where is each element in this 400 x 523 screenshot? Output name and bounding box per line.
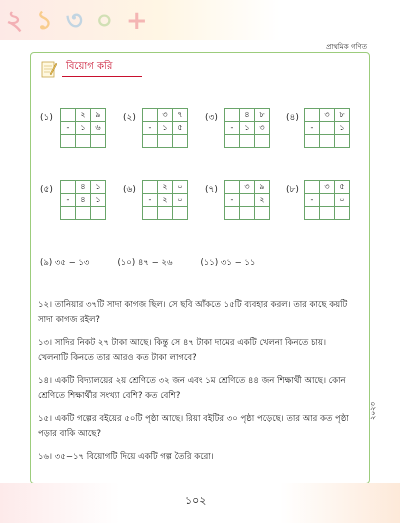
deco-digit: ২: [6, 6, 25, 36]
answer-cell[interactable]: [173, 207, 188, 220]
grid-cell: ৪: [76, 194, 91, 207]
grid-cell: ৩: [158, 109, 173, 122]
grid-cell: ৩: [320, 109, 335, 122]
grid-cell: ১: [335, 122, 350, 135]
section-title: বিয়োগ করি: [66, 61, 113, 72]
answer-cell[interactable]: [240, 207, 255, 220]
word-problem: ১৪। একটি বিদ্যালয়ের ২য় শ্রেণিতে ৩২ জন এবং ১ম শ্রেণিতে ৪৪ জন শিক্ষার্থী আছে। কোন শ্রেণিতে শিক্ষার্থীর সংখ্যা বেশি? কত বেশি?: [38, 376, 346, 401]
answer-cell[interactable]: [143, 207, 158, 220]
grid-cell: [305, 109, 320, 122]
grid-cell: [225, 109, 240, 122]
page-number: ১০২: [185, 494, 207, 507]
expression-item: (৯) ৩৫ − ১৩: [40, 258, 90, 268]
answer-cell[interactable]: [158, 207, 173, 220]
answer-cell[interactable]: [305, 135, 320, 148]
grid-cell: ৮: [335, 109, 350, 122]
subtraction-grid: [224, 180, 270, 220]
answer-cell[interactable]: [255, 207, 270, 220]
grid-cell: ১: [76, 122, 91, 135]
expression-row: [40, 256, 255, 270]
problem-label: (৩): [205, 113, 218, 123]
word-problem: ১২। তানিয়ার ৩৭টি সাদা কাগজ ছিল। সে ছবি আঁকতে ১৫টি ব্যবহার করল। তার কাছে কয়টি সাদা কাগজ রইল?: [38, 300, 348, 325]
grid-cell: ৭: [173, 109, 188, 122]
grid-cell: -: [143, 122, 158, 135]
grid-cell: [143, 181, 158, 194]
answer-cell[interactable]: [61, 135, 76, 148]
deco-digit: ১: [35, 6, 55, 36]
grid-cell: -: [305, 194, 320, 207]
problem-label: (৬): [123, 185, 136, 195]
answer-cell[interactable]: [320, 135, 335, 148]
grid-cell: ৩: [240, 181, 255, 194]
grid-cell: ১: [158, 122, 173, 135]
grid-cell: ৪: [76, 181, 91, 194]
pencil-paper-icon: [41, 60, 57, 78]
answer-cell[interactable]: [335, 207, 350, 220]
grid-cell: -: [305, 122, 320, 135]
grid-cell: ৩: [320, 181, 335, 194]
subtraction-grid: [60, 108, 106, 148]
expression-item: (১০) ৪৭ − ২৬: [117, 258, 173, 268]
grid-cell: ১: [91, 194, 106, 207]
grid-cell: -: [143, 194, 158, 207]
answer-cell[interactable]: [61, 207, 76, 220]
grid-cell: [61, 181, 76, 194]
grid-cell: ০: [173, 181, 188, 194]
expression-item: (১১) ৩১ − ১১: [200, 258, 256, 268]
grid-cell: ২: [76, 109, 91, 122]
grid-cell: -: [225, 194, 240, 207]
grid-cell: ৬: [91, 122, 106, 135]
subtraction-grid: [142, 180, 188, 220]
title-underline: [62, 76, 142, 77]
grid-cell: [61, 109, 76, 122]
grid-cell: [320, 194, 335, 207]
answer-cell[interactable]: [76, 207, 91, 220]
grid-cell: ৫: [335, 181, 350, 194]
grid-cell: ২: [255, 194, 270, 207]
answer-cell[interactable]: [91, 207, 106, 220]
subtraction-grid: [304, 180, 350, 220]
answer-cell[interactable]: [158, 135, 173, 148]
grid-cell: ১: [240, 122, 255, 135]
grid-cell: -: [61, 194, 76, 207]
top-decoration: [0, 0, 400, 40]
grid-cell: -: [61, 122, 76, 135]
answer-cell[interactable]: [335, 135, 350, 148]
answer-cell[interactable]: [225, 135, 240, 148]
grid-cell: ২: [158, 181, 173, 194]
problem-label: (৮): [286, 185, 299, 195]
word-problem: ১৫। একটি গল্পের বইয়ের ৫০টি পৃষ্ঠা আছে। রিয়া বইটির ৩০ পৃষ্ঠা পড়েছে। তার আর কত পৃষ্ঠা পড়ার বাকি আছে?: [38, 414, 349, 439]
deco-digit: ০: [95, 6, 115, 36]
grid-cell: [320, 122, 335, 135]
grid-cell: ৩: [255, 122, 270, 135]
side-year: ২০২৩: [368, 401, 377, 421]
problem-label: (১): [40, 113, 53, 123]
deco-digit: +: [125, 6, 150, 36]
subject-header: প্রাথমিক গণিত: [326, 43, 367, 51]
grid-cell: ৪: [240, 109, 255, 122]
subtraction-grid: [60, 180, 106, 220]
grid-cell: ২: [158, 194, 173, 207]
deco-digit: ৩: [65, 6, 85, 36]
problem-label: (৭): [205, 185, 218, 195]
grid-cell: ৯: [91, 109, 106, 122]
grid-cell: [240, 194, 255, 207]
grid-cell: [305, 181, 320, 194]
grid-cell: ১: [91, 181, 106, 194]
answer-cell[interactable]: [143, 135, 158, 148]
decorative-digits: [6, 0, 150, 44]
grid-cell: [143, 109, 158, 122]
problem-label: (৪): [286, 113, 299, 123]
grid-cell: [225, 181, 240, 194]
grid-cell: ৮: [255, 109, 270, 122]
answer-cell[interactable]: [91, 135, 106, 148]
grid-cell: ০: [173, 194, 188, 207]
answer-cell[interactable]: [173, 135, 188, 148]
answer-cell[interactable]: [320, 207, 335, 220]
answer-cell[interactable]: [76, 135, 91, 148]
word-problem: ১৬। ৩৫−১৭ বিয়োগটি দিয়ে একটি গল্প তৈরি করো।: [38, 452, 214, 462]
subtraction-grid: [224, 108, 270, 148]
answer-cell[interactable]: [225, 207, 240, 220]
subtraction-grid: [304, 108, 350, 148]
grid-cell: ৯: [255, 181, 270, 194]
grid-cell: ৫: [173, 122, 188, 135]
problem-label: (২): [123, 113, 136, 123]
answer-cell[interactable]: [240, 135, 255, 148]
grid-cell: ০: [335, 194, 350, 207]
word-problem: ১৩। সাদির নিকট ২৭ টাকা আছে। কিন্তু সে ৪৭ টাকা দামের একটি খেলনা কিনতে চায়। খেলনাটি কিনতে তার আরও কত টাকা লাগবে?: [38, 338, 327, 363]
problem-label: (৫): [40, 185, 53, 195]
answer-cell[interactable]: [255, 135, 270, 148]
answer-cell[interactable]: [305, 207, 320, 220]
grid-cell: -: [225, 122, 240, 135]
subtraction-grid: [142, 108, 188, 148]
